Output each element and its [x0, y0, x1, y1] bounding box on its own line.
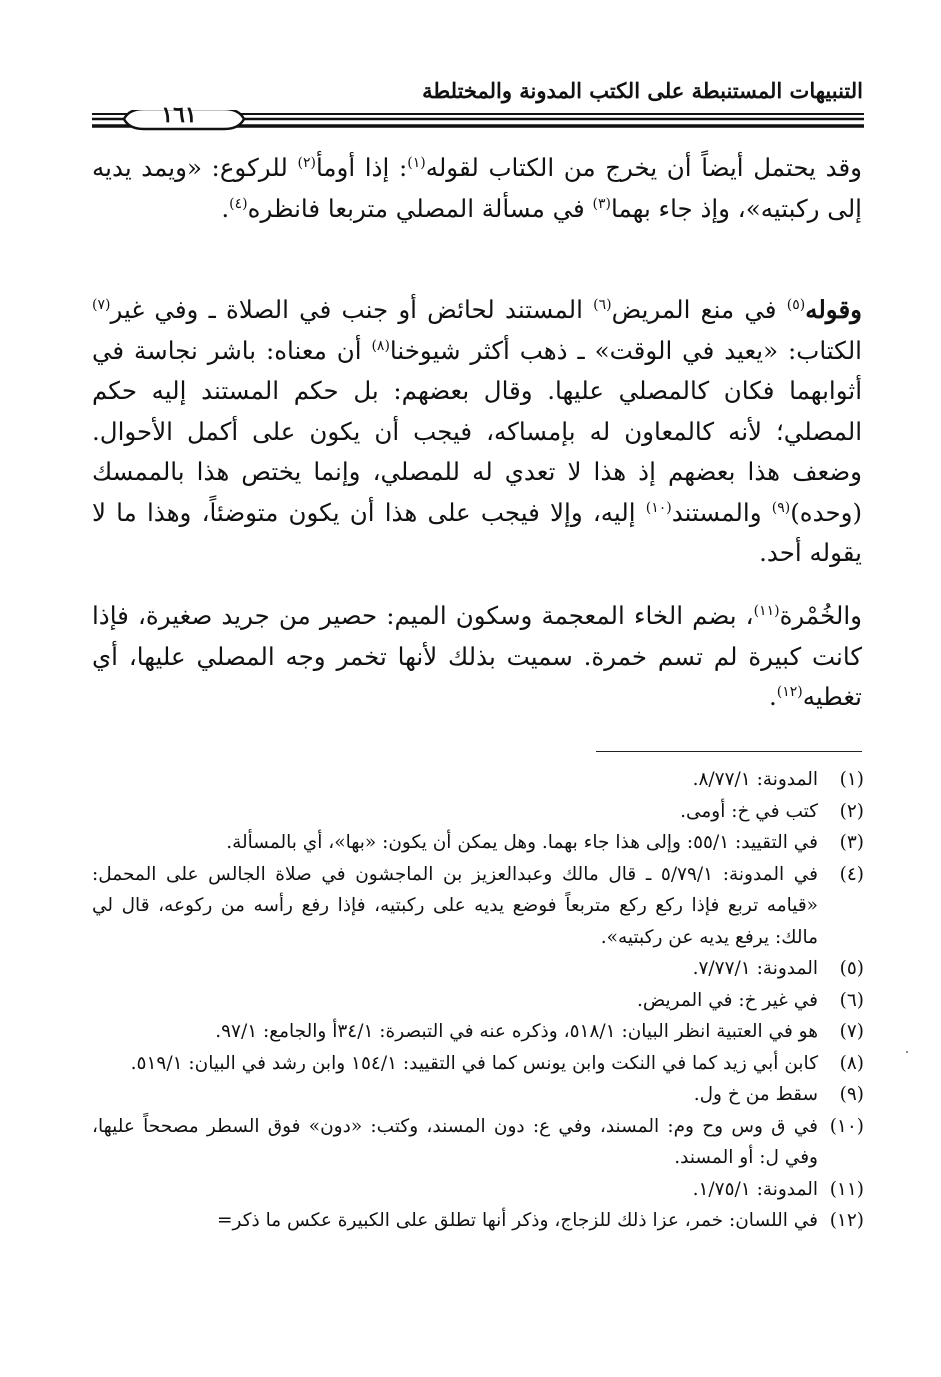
- footnote-text: في غير خ: في المريض.: [636, 989, 818, 1011]
- footnote-item: [92, 953, 864, 985]
- footnote-item: [92, 859, 864, 954]
- footnote-item: [92, 1048, 864, 1080]
- footnote-ref[interactable]: (١٠): [645, 499, 672, 516]
- footnote-text: في المدونة: ٥/٧٩/١ ـ قال مالك وعبدالعزيز بن الماجشون في صلاة الجالس على المحمل: «قيامه تربع فإذا ركع ركع متربعاً فوضع يديه على ركبتيه، فإذا رفع رأسه من ركوعه، قال لي مالك: يرفع يديه عن ركبتيه».: [92, 863, 818, 948]
- footnotes-list: [92, 764, 864, 1237]
- footnote-number: (٤): [839, 863, 864, 885]
- footnote-text: المدونة: ٨/٧٧/١.: [692, 769, 818, 790]
- footnote-ref[interactable]: (٦): [593, 296, 612, 313]
- footnote-ref[interactable]: (٤): [229, 195, 248, 212]
- footnote-number: (١٠): [829, 1115, 864, 1137]
- footnote-ref[interactable]: (٩): [771, 499, 791, 516]
- footnote-number: (٣): [839, 832, 864, 853]
- footnote-item: [92, 1205, 864, 1237]
- footnote-item: [92, 1174, 864, 1206]
- footnote-separator: [596, 751, 862, 752]
- footnote-ref[interactable]: (٣): [592, 195, 612, 212]
- footnote-item: [92, 764, 864, 796]
- footnote-number: (٥): [839, 958, 864, 979]
- footnote-text: كتب في خ: أومى.: [680, 800, 818, 822]
- footnote-item: [92, 796, 864, 828]
- body-paragraph-2: وقوله$^{(٥)}$ في منع المريض$^{(٦)}$ المستند لحائض أو جنب في الصلاة ـ وفي غير$^{(٧)}$ الكتاب: «يعيد في الوقت» ـ ذهب أكثر شيوخنا$^{(٨)}$ أن معناه: باشر نجاسة في أثوابهما فكان كالمصلي عليها. وقال بعضهم: بل حكم المستند إليه حكم المصلي؛ لأنه كالمعاون له بإمساكه، فيجب أن يكون على أكمل الأحوال. وضعف هذا بعضهم إذ هذا لا تعدي له للمصلي، وإنما يختص هذا بالممسك (وحده)$^{(٩)}$ والمستند$^{(١٠)}$ إليه، وإلا فيجب على هذا أن يكون متوضئاً، وهذا ما لا يقوله أحد.: [92, 295, 863, 567]
- footnote-ref[interactable]: (٧): [92, 296, 111, 313]
- footnote-ref[interactable]: (١١): [753, 602, 780, 619]
- footnote-item: [92, 1016, 864, 1048]
- footnote-text: في ق وس وح وم: المسند، وفي ع: دون المسند، وكتب: «دون» فوق السطر مصححاً عليها، وفي ل: أو المسند.: [92, 1115, 818, 1168]
- footnote-item: [92, 1079, 864, 1111]
- footnote-number: (١): [839, 769, 864, 790]
- footnote-item: [92, 827, 864, 859]
- footnote-number: (٢): [839, 800, 864, 822]
- footnote-text: في التقييد: ٥٥/١: وإلى هذا جاء بهما. وهل يمكن أن يكون: «بها»، أي بالمسألة.: [226, 832, 818, 853]
- footnote-text: المدونة: ١/٧٥/١.: [692, 1178, 818, 1200]
- footnote-number: (٧): [839, 1021, 864, 1042]
- footnote-text: هو في العتبية انظر البيان: ٥١٨/١، وذكره عنه في التبصرة: ٣٤/١أ والجامع: ٩٧/١.: [215, 1021, 818, 1042]
- footnote-text: في اللسان: خمر، عزا ذلك للزجاج، وذكر أنها تطلق على الكبيرة عكس ما ذكر=: [217, 1210, 818, 1231]
- footnote-ref[interactable]: (٨): [371, 337, 390, 354]
- body-paragraph-3: والخُمْرة$^{(١١)}$، بضم الخاء المعجمة وسكون الميم: حصير من جريد صغيرة، فإذا كانت كبيرة لم تسم خمرة. سميت بذلك لأنها تخمر وجه المصلي عليها، أي تغطيه$^{(١٢)}$.: [92, 601, 862, 711]
- footnote-text: كابن أبي زيد كما في النكت وابن يونس كما في التقييد: ١٥٤/١ وابن رشد في البيان: ٥١٩/١.: [130, 1052, 818, 1074]
- footnote-ref[interactable]: (١): [407, 154, 426, 171]
- footnote-ref[interactable]: (١٢): [776, 683, 803, 700]
- scan-speck: [906, 1051, 908, 1053]
- running-header-title: التنبيهات المستنبطة على الكتب المدونة والمختلطة: [422, 78, 863, 103]
- footnote-text: المدونة: ٧/٧٧/١.: [692, 958, 818, 979]
- footnote-number: (٩): [839, 1084, 864, 1105]
- footnote-number: (١٢): [829, 1210, 864, 1231]
- footnote-ref[interactable]: (٥): [786, 296, 806, 313]
- page-number: ١٦١: [161, 102, 197, 128]
- footnote-number: (٦): [839, 989, 864, 1011]
- footnote-item: [92, 985, 864, 1017]
- body-paragraph-1: وقد يحتمل أيضاً أن يخرج من الكتاب لقوله$^{(١)}$: إذا أومأ$^{(٢)}$ للركوع: «ويمد يديه إلى ركبتيه»، وإذ جاء بهما$^{(٣)}$ في مسألة المصلي متربعا فانظره$^{(٤)}$.: [92, 153, 862, 223]
- footnote-ref[interactable]: (٢): [297, 154, 316, 171]
- footnote-number: (٨): [839, 1052, 864, 1074]
- lead-word: وقوله: [805, 295, 862, 324]
- footnote-text: سقط من خ ول.: [693, 1084, 818, 1105]
- footnote-number: (١١): [829, 1178, 864, 1200]
- footnote-item: [92, 1111, 864, 1174]
